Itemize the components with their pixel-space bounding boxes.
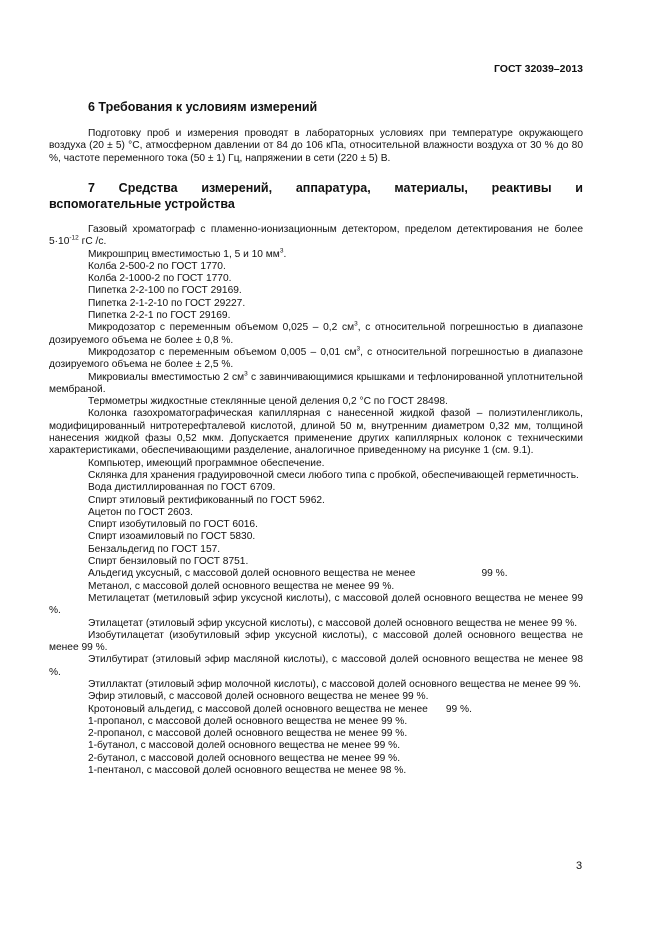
flask-item: Колба 2-500-2 по ГОСТ 1770. bbox=[88, 260, 226, 272]
flask-item: Колба 2-1000-2 по ГОСТ 1770. bbox=[88, 273, 232, 285]
reagent-item: Спирт бензиловый по ГОСТ 8751. bbox=[88, 556, 249, 568]
microdosator-item: Микродозатор с переменным объемом 0,005 – 0,01 $см^3$, с относительной погрешностью в диапазоне дозируемого объема не более ± 2,5 %. bbox=[49, 345, 583, 371]
reagent-item: Кротоновый альдегид, с массовой долей основного вещества не менее 99 %. bbox=[88, 703, 472, 715]
section-7-title-word: материалы, bbox=[394, 181, 468, 195]
section-6-paragraph: Подготовку проб и измерения проводят в лабораторных условиях при температуре окружающего воздуха (20 ± 5) °С, атмосферном давлении от 84 до 106 кПа, относительной влажности воздуха от 30 % до 80 %, частоте переменного тока (50 ± 1) Гц, напряжении в сети (220 ± 5) В. bbox=[49, 128, 583, 164]
syringe-item: Микрошприц вместимостью 1, 5 и 10 $мм^3$. bbox=[88, 247, 287, 260]
page-number: 3 bbox=[576, 860, 583, 872]
reagent-item: 1-пропанол, с массовой долей основного вещества не менее 99 %. bbox=[88, 715, 408, 727]
section-7-title bbox=[49, 180, 583, 212]
document-header: ГОСТ 32039–2013 bbox=[493, 63, 583, 75]
reagent-item: 2-бутанол, с массовой долей основного вещества не менее 99 %. bbox=[88, 752, 401, 764]
reagent-item: Изобутилацетат (изобутиловый эфир уксусной кислоты), с массовой долей основного вещества не менее 99 %. bbox=[49, 629, 583, 654]
reagent-item: 1-пентанол, с массовой долей основного вещества не менее 98 %. bbox=[88, 765, 407, 777]
section-7-body bbox=[49, 224, 583, 777]
section-7-number: 7 bbox=[88, 181, 95, 195]
pipette-item: Пипетка 2-2-100 по ГОСТ 29169. bbox=[88, 285, 242, 297]
section-7-title-word: измерений, bbox=[201, 181, 273, 195]
section-7-title-word: Средства bbox=[118, 181, 178, 195]
reagent-item: 1-бутанол, с массовой долей основного вещества не менее 99 %. bbox=[88, 740, 401, 752]
section-6-title: 6 Требования к условиям измерений bbox=[88, 100, 318, 114]
section-7-title-word: и bbox=[575, 181, 583, 195]
reagent-item: Спирт изоамиловый по ГОСТ 5830. bbox=[88, 531, 256, 543]
reagent-item: Этилбутират (этиловый эфир масляной кислоты), с массовой долей основного вещества не менее 98 %. bbox=[49, 654, 583, 678]
computer-item: Компьютер, имеющий программное обеспечение. bbox=[88, 457, 325, 469]
section-7-title-word: аппаратура, bbox=[295, 181, 371, 195]
section-6-body bbox=[49, 128, 583, 165]
gas-chromatograph-item: Газовый хроматограф с пламенно-ионизационным детектором, пределом детектирования не более $5\cdot 10^{-12}$ гС /с. bbox=[49, 224, 583, 248]
reagent-item: Метилацетат (метиловый эфир уксусной кислоты), с массовой долей основного вещества не менее 99 %. bbox=[49, 592, 583, 617]
reagent-item: 2-пропанол, с массовой долей основного вещества не менее 99 %. bbox=[88, 728, 408, 740]
reagent-item: Ацетон по ГОСТ 2603. bbox=[88, 506, 193, 518]
microdosator-item: Микродозатор с переменным объемом 0,025 – 0,2 $см^3$, с относительной погрешностью в диапазоне дозируемого объема не более ± 0,8 %. bbox=[49, 320, 583, 346]
column-item: Колонка газохроматографическая капиллярная с нанесенной жидкой фазой – полиэтиленгликоль, модифицированный нитротерефталевой кислотой, длиной 50 м, внутренним диаметром 0,32 мм, толщиной нанесения жидкой фазы 0,52 мкм. Допускается применение других капиллярных колонок с техническими характеристиками, обеспечивающими разделение, аналогичное приведенному на рисунке 1 (см. 9.1). bbox=[49, 408, 583, 457]
section-7-title-word: реактивы bbox=[491, 181, 552, 195]
pipette-item: Пипетка 2-2-1 по ГОСТ 29169. bbox=[88, 310, 231, 322]
reagent-item: Эфир этиловый, с массовой долей основного вещества не менее 99 %. bbox=[88, 691, 429, 703]
thermometer-item: Термометры жидкостные стеклянные ценой деления 0,2 °С по ГОСТ 28498. bbox=[88, 396, 448, 408]
pipette-item: Пипетка 2-1-2-10 по ГОСТ 29227. bbox=[88, 297, 246, 309]
reagent-item: Бензальдегид по ГОСТ 157. bbox=[88, 543, 221, 555]
reagent-item: Этиллактат (этиловый эфир молочной кислоты), с массовой долей основного вещества не менее 99 %. bbox=[88, 678, 582, 690]
reagent-item: Метанол, с массовой долей основного вещества не менее 99 %. bbox=[88, 580, 395, 592]
jar-item: Склянка для хранения градуировочной смеси любого типа с пробкой, обеспечивающей герметичность. bbox=[88, 469, 579, 481]
reagent-item: Спирт изобутиловый по ГОСТ 6016. bbox=[88, 519, 258, 531]
reagent-item: Альдегид уксусный, с массовой долей основного вещества не менее 99 %. bbox=[88, 568, 508, 580]
reagent-item: Вода дистиллированная по ГОСТ 6709. bbox=[88, 482, 276, 494]
reagent-item: Спирт этиловый ректификованный по ГОСТ 5962. bbox=[88, 494, 325, 506]
reagent-item: Этилацетат (этиловый эфир уксусной кислоты), с массовой долей основного вещества не менее 99 %. bbox=[88, 617, 578, 629]
microvials-item: Микровиалы вместимостью 2 $см^3$ с завинчивающимися крышками и тефлонированной уплотнительной мембраной. bbox=[49, 370, 583, 395]
section-7-title-line2: вспомогательные устройства bbox=[49, 197, 235, 211]
